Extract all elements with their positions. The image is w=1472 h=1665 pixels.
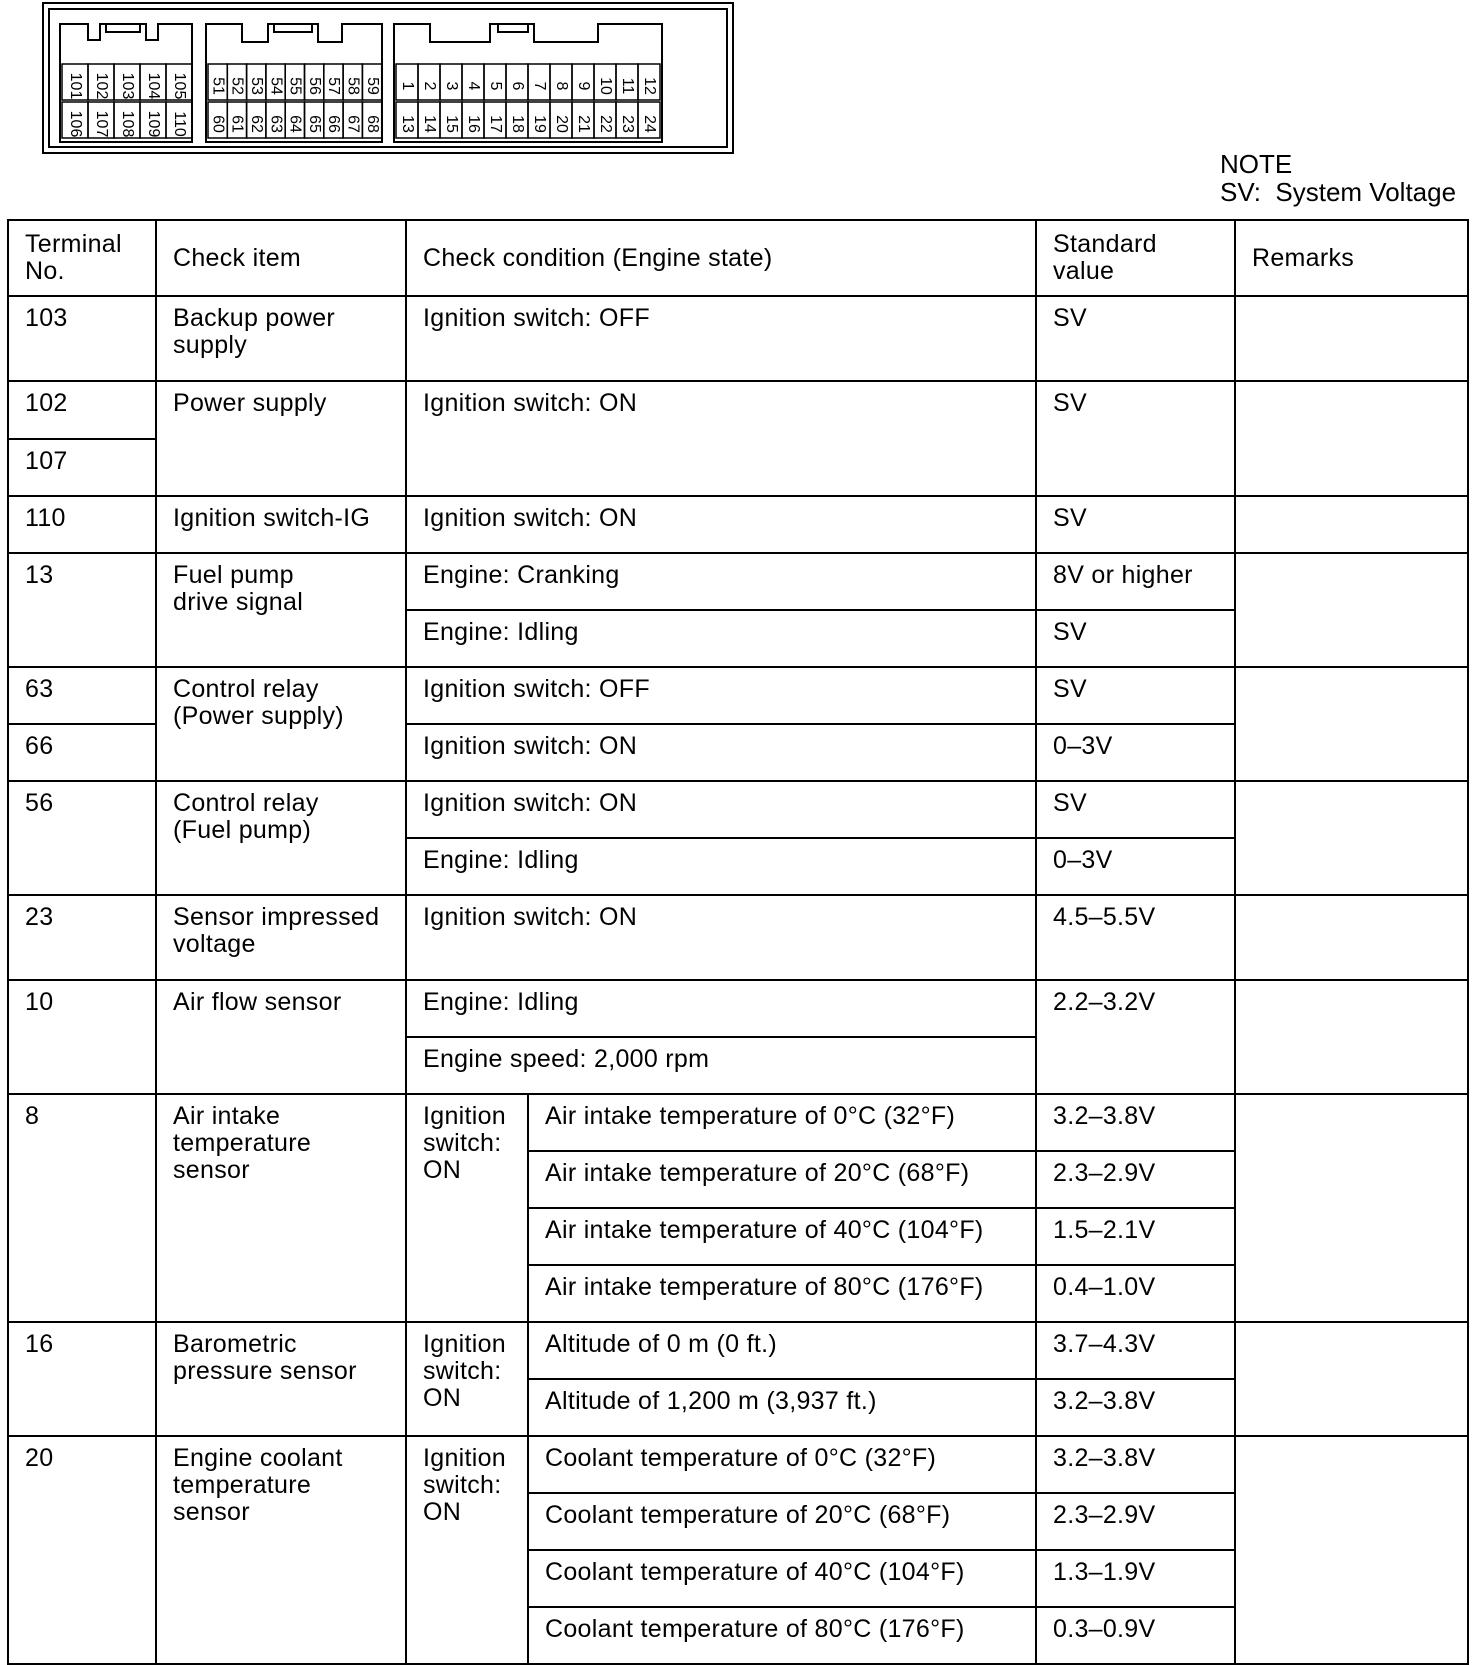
connector-pin-label: 16	[464, 115, 482, 133]
value-cell: SV	[1036, 381, 1235, 496]
connector-pin-label: 8	[552, 81, 570, 91]
condition-cell: Ignition switch: ON	[406, 781, 1036, 838]
condition-cell: Ignition switch: OFF	[406, 667, 1036, 724]
value-cell: 2.2–3.2V	[1036, 980, 1235, 1094]
connector-pin-label: 18	[508, 115, 526, 133]
value-cell: 3.2–3.8V	[1036, 1094, 1235, 1151]
value-cell: 2.3–2.9V	[1036, 1151, 1235, 1208]
value-cell: 3.2–3.8V	[1036, 1379, 1235, 1436]
connector-pin-label: 60	[209, 115, 227, 133]
header-standard-value: Standard value	[1036, 220, 1235, 296]
check-item-cell: Sensor impressed voltage	[156, 895, 406, 980]
value-cell: 0–3V	[1036, 838, 1235, 895]
condition-cell: Engine: Idling	[406, 838, 1036, 895]
value-cell: SV	[1036, 296, 1235, 381]
connector-pin-label: 56	[305, 77, 323, 95]
terminal-cell: 13	[8, 553, 156, 667]
connector-pin-label: 62	[248, 115, 266, 133]
connector-pin-label: 101	[66, 72, 84, 100]
remarks-cell	[1235, 553, 1468, 667]
table-row	[8, 1094, 1468, 1151]
connector-pin-label: 58	[344, 77, 362, 95]
check-item-cell: Barometric pressure sensor	[156, 1322, 406, 1436]
value-cell: 0–3V	[1036, 724, 1235, 781]
connector-pin-label: 9	[574, 81, 592, 91]
connector-pin-label: 105	[170, 72, 188, 100]
connector-pin-label: 53	[248, 77, 266, 95]
terminal-cell: 102	[8, 381, 156, 439]
note-title: NOTE	[1220, 149, 1293, 179]
value-cell: SV	[1036, 610, 1235, 667]
condition-cell: Ignition switch: ON	[406, 724, 1036, 781]
connector-pin-label: 59	[363, 77, 381, 95]
connector-pin-label: 22	[596, 115, 614, 133]
terminal-check-table	[7, 219, 1469, 1665]
condition-cell: Air intake temperature of 80°C (176°F)	[528, 1265, 1036, 1322]
value-cell: 0.3–0.9V	[1036, 1607, 1235, 1664]
table-row	[8, 667, 1468, 724]
condition-cell: Altitude of 0 m (0 ft.)	[528, 1322, 1036, 1379]
terminal-cell: 16	[8, 1322, 156, 1436]
connector-block-mid	[206, 24, 382, 142]
connector-pin-label: 4	[464, 81, 482, 91]
terminal-cell: 56	[8, 781, 156, 895]
connector-pin-label: 103	[118, 72, 136, 100]
table-row	[8, 781, 1468, 838]
check-item-cell: Air intake temperature sensor	[156, 1094, 406, 1322]
connector-pin-label: 64	[286, 115, 304, 133]
connector-pin-label: 104	[144, 72, 162, 100]
connector-pin-label: 10	[596, 77, 614, 95]
connector-pin-label: 67	[344, 115, 362, 133]
condition-cell: Engine: Cranking	[406, 553, 1036, 610]
connector-pin-label: 11	[618, 77, 636, 95]
check-item-cell: Control relay (Power supply)	[156, 667, 406, 781]
connector-pin-label: 108	[118, 110, 136, 138]
terminal-cell: 103	[8, 296, 156, 381]
condition-cell: Engine: Idling	[406, 610, 1036, 667]
check-item-cell: Backup power supply	[156, 296, 406, 381]
connector-pin-label: 68	[363, 115, 381, 133]
header-check-condition: Check condition (Engine state)	[406, 220, 1036, 296]
remarks-cell	[1235, 781, 1468, 895]
connector-block-right	[394, 24, 662, 142]
value-cell: 3.2–3.8V	[1036, 1436, 1235, 1493]
connector-pin-label: 12	[640, 77, 658, 95]
connector-pin-label: 13	[398, 115, 416, 133]
terminal-cell: 20	[8, 1436, 156, 1664]
remarks-cell	[1235, 895, 1468, 980]
connector-pin-label: 7	[530, 81, 548, 91]
value-cell: 1.3–1.9V	[1036, 1550, 1235, 1607]
table-row	[8, 1322, 1468, 1379]
condition-cell: Air intake temperature of 0°C (32°F)	[528, 1094, 1036, 1151]
condition-cell: Ignition switch: ON	[406, 381, 1036, 496]
connector-pin-label: 19	[530, 115, 548, 133]
connector-pin-label: 55	[286, 77, 304, 95]
connector-pin-label: 51	[209, 77, 227, 95]
connector-pin-label: 66	[325, 115, 343, 133]
header-check-item: Check item	[156, 220, 406, 296]
remarks-cell	[1235, 496, 1468, 553]
check-item-cell: Fuel pump drive signal	[156, 553, 406, 667]
connector-pin-label: 1	[398, 81, 416, 91]
remarks-cell	[1235, 980, 1468, 1094]
table-row	[8, 496, 1468, 553]
remarks-cell	[1235, 1436, 1468, 1664]
table-row	[8, 980, 1468, 1037]
connector-pin-label: 17	[486, 115, 504, 133]
connector-pin-label: 5	[486, 81, 504, 91]
note-text: SV: System Voltage	[1220, 177, 1457, 207]
connector-pin-label: 52	[228, 77, 246, 95]
check-item-cell: Control relay (Fuel pump)	[156, 781, 406, 895]
condition-cell: Coolant temperature of 20°C (68°F)	[528, 1493, 1036, 1550]
terminal-cell: 110	[8, 496, 156, 553]
condition-cell: Ignition switch: ON	[406, 496, 1036, 553]
terminal-cell: 107	[8, 439, 156, 496]
terminal-cell: 10	[8, 980, 156, 1094]
value-cell: 4.5–5.5V	[1036, 895, 1235, 980]
connector-pin-label: 24	[640, 115, 658, 133]
check-item-cell: Engine coolant temperature sensor	[156, 1436, 406, 1664]
connector-pin-label: 54	[267, 77, 285, 95]
check-item-cell: Air flow sensor	[156, 980, 406, 1094]
check-item-cell: Power supply	[156, 381, 406, 496]
remarks-cell	[1235, 1322, 1468, 1436]
connector-pin-label: 63	[267, 115, 285, 133]
terminal-cell: 66	[8, 724, 156, 781]
remarks-cell	[1235, 381, 1468, 496]
connector-pin-label: 61	[228, 115, 246, 133]
condition-cell: Engine: Idling	[406, 980, 1036, 1037]
table-row	[8, 381, 1468, 439]
connector-pin-label: 106	[66, 110, 84, 138]
value-cell: 2.3–2.9V	[1036, 1493, 1235, 1550]
value-cell: 1.5–2.1V	[1036, 1208, 1235, 1265]
value-cell: SV	[1036, 781, 1235, 838]
terminal-cell: 8	[8, 1094, 156, 1322]
remarks-cell	[1235, 1094, 1468, 1322]
table-row	[8, 296, 1468, 381]
ecu-connector-diagram	[42, 2, 734, 154]
connector-pin-label: 110	[170, 111, 188, 137]
value-cell: 3.7–4.3V	[1036, 1322, 1235, 1379]
condition-cell: Ignition switch: ON	[406, 895, 1036, 980]
engine-state-cell: Ignition switch: ON	[406, 1436, 528, 1664]
note	[1220, 150, 1456, 206]
condition-cell: Coolant temperature of 0°C (32°F)	[528, 1436, 1036, 1493]
connector-pin-label: 57	[325, 77, 343, 95]
engine-state-cell: Ignition switch: ON	[406, 1094, 528, 1322]
connector-pin-label: 20	[552, 115, 570, 133]
value-cell: 8V or higher	[1036, 553, 1235, 610]
connector-pin-label: 6	[508, 81, 526, 91]
connector-pin-label: 2	[420, 81, 438, 91]
value-cell: SV	[1036, 667, 1235, 724]
connector-pin-label: 107	[92, 110, 110, 138]
remarks-cell	[1235, 296, 1468, 381]
connector-pin-label: 102	[92, 72, 110, 100]
condition-cell: Altitude of 1,200 m (3,937 ft.)	[528, 1379, 1036, 1436]
condition-cell: Engine speed: 2,000 rpm	[406, 1037, 1036, 1094]
table-row	[8, 895, 1468, 980]
value-cell: SV	[1036, 496, 1235, 553]
connector-pin-label: 15	[442, 115, 460, 133]
table-row	[8, 1436, 1468, 1493]
connector-block-left	[60, 24, 192, 142]
connector-pin-label: 23	[618, 115, 636, 133]
engine-state-cell: Ignition switch: ON	[406, 1322, 528, 1436]
connector-pin-label: 21	[574, 115, 592, 133]
terminal-cell: 63	[8, 667, 156, 724]
connector-pin-label: 14	[420, 115, 438, 133]
condition-cell: Air intake temperature of 20°C (68°F)	[528, 1151, 1036, 1208]
connector-pin-label: 109	[144, 110, 162, 138]
connector-pin-label: 65	[305, 115, 323, 133]
remarks-cell	[1235, 667, 1468, 781]
condition-cell: Ignition switch: OFF	[406, 296, 1036, 381]
condition-cell: Coolant temperature of 40°C (104°F)	[528, 1550, 1036, 1607]
check-item-cell: Ignition switch-IG	[156, 496, 406, 553]
condition-cell: Air intake temperature of 40°C (104°F)	[528, 1208, 1036, 1265]
table-row	[8, 553, 1468, 610]
connector-pin-label: 3	[442, 81, 460, 91]
header-remarks: Remarks	[1235, 220, 1468, 296]
condition-cell: Coolant temperature of 80°C (176°F)	[528, 1607, 1036, 1664]
header-terminal-no: Terminal No.	[8, 220, 156, 296]
table-header-row	[8, 220, 1468, 296]
terminal-cell: 23	[8, 895, 156, 980]
value-cell: 0.4–1.0V	[1036, 1265, 1235, 1322]
